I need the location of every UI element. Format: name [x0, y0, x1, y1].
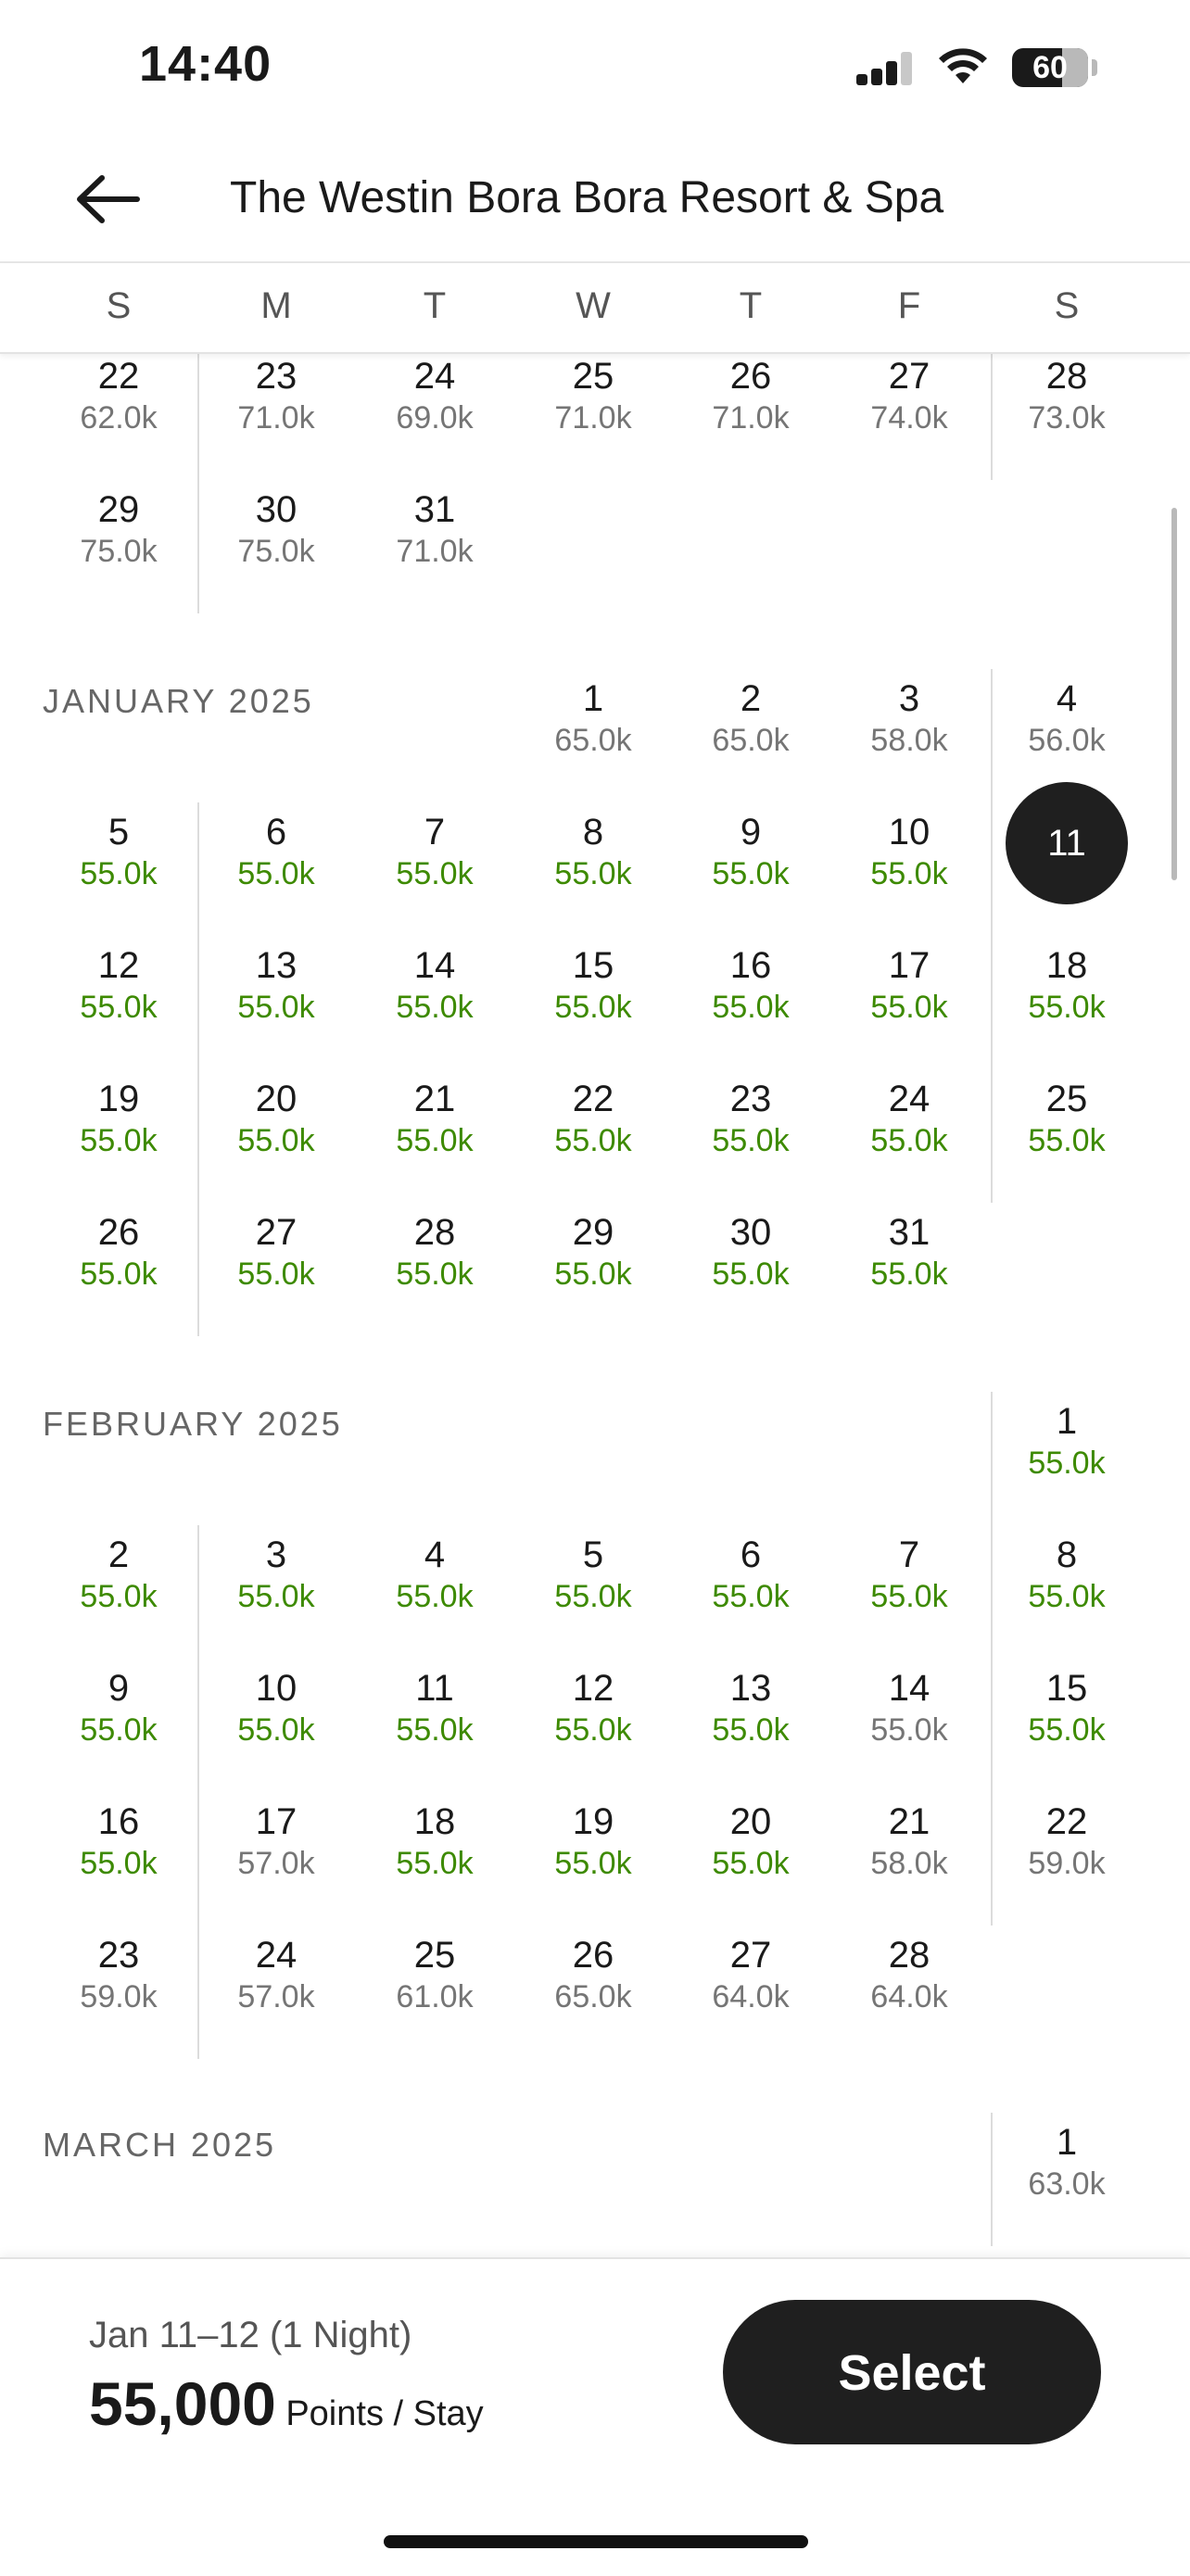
day-number: 3 [265, 1534, 287, 1575]
day-number: 4 [424, 1534, 446, 1575]
day-number: 21 [888, 1801, 930, 1842]
day-price: 55.0k [870, 1256, 948, 1292]
cellular-signal-icon [855, 48, 919, 91]
calendar-day[interactable] [681, 1533, 820, 1616]
day-price: 73.0k [1028, 400, 1106, 436]
week-divider [991, 1069, 993, 1203]
calendar-day[interactable] [681, 1666, 820, 1749]
calendar-day[interactable] [524, 676, 663, 760]
calendar-day[interactable] [207, 1210, 346, 1294]
week-divider [991, 669, 993, 802]
calendar-day[interactable] [365, 1533, 504, 1616]
day-price: 59.0k [80, 1979, 158, 2014]
calendar-day[interactable] [997, 1799, 1136, 1883]
selected-day[interactable]: 11 [1006, 782, 1128, 904]
day-price: 64.0k [870, 1979, 948, 2014]
calendar-day[interactable] [524, 943, 663, 1027]
day-price: 59.0k [1028, 1846, 1106, 1881]
day-price: 55.0k [554, 1123, 632, 1158]
calendar-day[interactable] [365, 487, 504, 571]
day-price: 55.0k [554, 1256, 632, 1292]
day-number: 15 [1045, 1668, 1088, 1709]
week-divider [991, 2113, 993, 2246]
calendar-day[interactable] [207, 1077, 346, 1160]
day-number: 17 [255, 1801, 298, 1842]
battery-icon [1012, 48, 1088, 87]
day-number: 9 [740, 812, 762, 852]
day-price: 55.0k [870, 1712, 948, 1748]
day-price: 57.0k [237, 1979, 315, 2014]
select-button[interactable]: Select [723, 2300, 1101, 2444]
day-number: 25 [413, 1935, 456, 1976]
calendar-day[interactable] [207, 943, 346, 1027]
day-number: 9 [108, 1668, 130, 1709]
day-price: 55.0k [1028, 1579, 1106, 1614]
day-price: 61.0k [396, 1979, 474, 2014]
day-price: 65.0k [554, 723, 632, 758]
week-divider [197, 480, 199, 613]
calendar-day[interactable] [365, 1210, 504, 1294]
calendar-scroll[interactable] [0, 354, 1190, 2259]
calendar-day[interactable] [840, 1666, 979, 1749]
calendar-day[interactable] [681, 810, 820, 893]
day-price: 55.0k [80, 1712, 158, 1748]
day-number: 11 [415, 1668, 454, 1709]
calendar-day[interactable] [997, 1077, 1136, 1160]
day-price: 71.0k [712, 400, 790, 436]
day-price: 55.0k [80, 856, 158, 891]
day-price: 55.0k [712, 990, 790, 1025]
day-number: 6 [740, 1534, 762, 1575]
day-number: 18 [1045, 945, 1088, 986]
page-title: The Westin Bora Bora Resort & Spa [230, 173, 944, 222]
day-price: 55.0k [396, 1256, 474, 1292]
calendar-day[interactable] [997, 354, 1136, 437]
calendar-day[interactable] [49, 1077, 188, 1160]
arrow-left-icon[interactable] [70, 167, 145, 232]
calendar-day[interactable] [840, 943, 979, 1027]
calendar-day[interactable] [997, 1533, 1136, 1616]
calendar-day[interactable] [207, 1933, 346, 2016]
day-number: 1 [582, 678, 604, 719]
day-number: 23 [97, 1935, 140, 1976]
day-price: 55.0k [237, 1712, 315, 1748]
day-price: 71.0k [554, 400, 632, 436]
calendar-day[interactable] [49, 1210, 188, 1294]
day-price: 55.0k [712, 1123, 790, 1158]
day-number: 13 [729, 1668, 772, 1709]
day-price: 55.0k [712, 856, 790, 891]
day-number: 21 [413, 1079, 456, 1119]
day-number: 14 [413, 945, 456, 986]
day-price: 55.0k [80, 1256, 158, 1292]
day-price: 75.0k [80, 534, 158, 569]
calendar-day[interactable] [49, 810, 188, 893]
day-number: 23 [255, 356, 298, 397]
points-unit: Points / Stay [285, 2394, 484, 2433]
wifi-icon [936, 46, 990, 89]
status-bar [0, 0, 1190, 139]
day-number: 25 [1045, 1079, 1088, 1119]
calendar-day[interactable] [207, 810, 346, 893]
day-number: 28 [888, 1935, 930, 1976]
day-number: 27 [255, 1212, 298, 1253]
calendar-day[interactable] [681, 943, 820, 1027]
calendar-day[interactable] [840, 1933, 979, 2016]
day-price: 55.0k [554, 856, 632, 891]
calendar-day[interactable] [840, 354, 979, 437]
day-price: 58.0k [870, 1846, 948, 1881]
day-price: 69.0k [396, 400, 474, 436]
home-indicator [384, 2535, 808, 2548]
week-divider [197, 354, 199, 480]
day-number: 31 [413, 489, 456, 530]
day-number: 20 [729, 1801, 772, 1842]
day-price: 55.0k [870, 856, 948, 891]
day-price: 55.0k [396, 1579, 474, 1614]
day-price: 57.0k [237, 1846, 315, 1881]
day-number: 7 [424, 812, 446, 852]
day-number: 31 [888, 1212, 930, 1253]
day-number: 12 [572, 1668, 614, 1709]
week-divider [197, 1203, 199, 1336]
day-number: 1 [1056, 1401, 1078, 1442]
calendar-day[interactable] [681, 676, 820, 760]
day-number: 28 [413, 1212, 456, 1253]
week-divider [991, 936, 993, 1069]
calendar-day[interactable] [207, 1799, 346, 1883]
day-price: 55.0k [396, 1712, 474, 1748]
calendar-day[interactable] [365, 1799, 504, 1883]
day-number: 8 [582, 812, 604, 852]
day-number: 3 [898, 678, 920, 719]
day-price: 71.0k [237, 400, 315, 436]
selected-dates: Jan 11–12 (1 Night) [89, 2315, 412, 2355]
calendar-day[interactable] [840, 810, 979, 893]
calendar-day[interactable] [524, 1210, 663, 1294]
day-price: 55.0k [396, 1846, 474, 1881]
week-divider [991, 354, 993, 480]
points-total [89, 2368, 484, 2439]
week-divider [991, 1525, 993, 1659]
day-number: 22 [572, 1079, 614, 1119]
day-price: 55.0k [80, 1846, 158, 1881]
month-label: MARCH 2025 [43, 2126, 277, 2164]
week-divider [991, 1792, 993, 1926]
day-price: 55.0k [237, 1256, 315, 1292]
day-price: 55.0k [554, 1846, 632, 1881]
week-divider [991, 1392, 993, 1525]
calendar-day[interactable] [49, 487, 188, 571]
status-time: 14:40 [139, 36, 272, 92]
day-price: 55.0k [80, 990, 158, 1025]
calendar-day[interactable] [681, 1077, 820, 1160]
day-number: 5 [582, 1534, 604, 1575]
calendar-day[interactable] [524, 1799, 663, 1883]
calendar-day[interactable] [365, 943, 504, 1027]
day-price: 55.0k [237, 856, 315, 891]
calendar-day[interactable] [524, 1933, 663, 2016]
day-number: 20 [255, 1079, 298, 1119]
day-price: 55.0k [870, 1123, 948, 1158]
weekday-label: S [1054, 285, 1080, 326]
calendar-day[interactable] [840, 1077, 979, 1160]
day-price: 55.0k [1028, 1446, 1106, 1481]
day-number: 8 [1056, 1534, 1078, 1575]
week-divider [197, 936, 199, 1069]
day-number: 12 [97, 945, 140, 986]
booking-summary-bar [0, 2257, 1190, 2576]
day-number: 15 [572, 945, 614, 986]
calendar-day[interactable] [524, 1666, 663, 1749]
day-number: 27 [888, 356, 930, 397]
day-number: 29 [572, 1212, 614, 1253]
day-price: 55.0k [80, 1123, 158, 1158]
weekday-label: T [739, 285, 763, 326]
week-divider [197, 802, 199, 936]
weekday-header [0, 263, 1190, 354]
day-number: 26 [729, 356, 772, 397]
calendar-day[interactable] [524, 810, 663, 893]
week-divider [197, 1926, 199, 2059]
calendar-day[interactable] [365, 810, 504, 893]
day-number: 18 [413, 1801, 456, 1842]
day-number: 22 [97, 356, 140, 397]
calendar-day[interactable] [49, 1533, 188, 1616]
calendar-day[interactable] [997, 1666, 1136, 1749]
day-price: 58.0k [870, 723, 948, 758]
day-price: 55.0k [554, 990, 632, 1025]
day-price: 55.0k [870, 1579, 948, 1614]
day-number: 17 [888, 945, 930, 986]
week-divider [991, 1659, 993, 1792]
day-price: 55.0k [396, 1123, 474, 1158]
day-price: 55.0k [1028, 1123, 1106, 1158]
battery-level: 60 [1032, 50, 1068, 85]
day-price: 63.0k [1028, 2166, 1106, 2202]
day-price: 55.0k [80, 1579, 158, 1614]
calendar-day[interactable] [49, 1799, 188, 1883]
day-number: 10 [255, 1668, 298, 1709]
day-price: 55.0k [712, 1579, 790, 1614]
day-number: 6 [265, 812, 287, 852]
calendar-day[interactable] [840, 1533, 979, 1616]
day-price: 55.0k [396, 990, 474, 1025]
calendar-day[interactable] [840, 1210, 979, 1294]
day-number: 16 [729, 945, 772, 986]
day-number: 30 [255, 489, 298, 530]
calendar-day[interactable] [997, 1399, 1136, 1483]
day-number: 2 [108, 1534, 130, 1575]
calendar-day[interactable] [207, 487, 346, 571]
day-number: 22 [1045, 1801, 1088, 1842]
calendar-day[interactable] [524, 1533, 663, 1616]
calendar-day[interactable] [49, 1666, 188, 1749]
day-number: 30 [729, 1212, 772, 1253]
calendar-day[interactable] [207, 354, 346, 437]
weekday-label: F [897, 285, 921, 326]
day-number: 14 [888, 1668, 930, 1709]
weekday-label: M [260, 285, 292, 326]
calendar-day[interactable] [49, 1933, 188, 2016]
day-number: 23 [729, 1079, 772, 1119]
calendar-day[interactable] [49, 354, 188, 437]
day-price: 55.0k [237, 1579, 315, 1614]
weekday-label: T [423, 285, 447, 326]
weekday-label: W [576, 285, 611, 326]
scrollbar[interactable] [1171, 508, 1177, 880]
nav-header [0, 139, 1190, 263]
day-number: 28 [1045, 356, 1088, 397]
day-number: 1 [1056, 2122, 1078, 2163]
month-label: FEBRUARY 2025 [43, 1405, 343, 1443]
day-number: 24 [255, 1935, 298, 1976]
calendar-day[interactable] [524, 1077, 663, 1160]
day-price: 55.0k [237, 990, 315, 1025]
week-divider [197, 1659, 199, 1792]
day-price: 65.0k [712, 723, 790, 758]
day-number: 16 [97, 1801, 140, 1842]
day-price: 62.0k [80, 400, 158, 436]
day-number: 7 [898, 1534, 920, 1575]
calendar-day[interactable] [49, 943, 188, 1027]
weekday-label: S [106, 285, 132, 326]
day-price: 55.0k [554, 1579, 632, 1614]
calendar-day[interactable] [365, 354, 504, 437]
day-number: 13 [255, 945, 298, 986]
calendar-day[interactable] [365, 1666, 504, 1749]
calendar-day[interactable] [681, 1933, 820, 2016]
calendar-day[interactable] [840, 676, 979, 760]
day-price: 55.0k [237, 1123, 315, 1158]
week-divider [197, 1792, 199, 1926]
day-price: 71.0k [396, 534, 474, 569]
day-number: 10 [888, 812, 930, 852]
day-price: 55.0k [712, 1846, 790, 1881]
day-price: 55.0k [1028, 1712, 1106, 1748]
week-divider [197, 1069, 199, 1203]
calendar-day[interactable] [997, 676, 1136, 760]
calendar-day[interactable] [365, 1933, 504, 2016]
day-price: 65.0k [554, 1979, 632, 2014]
day-price: 55.0k [870, 990, 948, 1025]
calendar-day[interactable] [681, 354, 820, 437]
day-number: 24 [888, 1079, 930, 1119]
day-number: 4 [1056, 678, 1078, 719]
calendar-day[interactable] [524, 354, 663, 437]
week-divider [197, 1525, 199, 1659]
day-price: 55.0k [712, 1256, 790, 1292]
calendar-day[interactable] [207, 1533, 346, 1616]
day-price: 64.0k [712, 1979, 790, 2014]
calendar-day[interactable] [997, 2120, 1136, 2203]
day-number: 29 [97, 489, 140, 530]
day-price: 56.0k [1028, 723, 1106, 758]
calendar-day[interactable] [840, 1799, 979, 1883]
month-label: JANUARY 2025 [43, 682, 314, 720]
day-number: 5 [108, 812, 130, 852]
day-price: 75.0k [237, 534, 315, 569]
day-price: 55.0k [712, 1712, 790, 1748]
calendar-day[interactable] [997, 943, 1136, 1027]
day-number: 25 [572, 356, 614, 397]
day-number: 26 [97, 1212, 140, 1253]
calendar-day[interactable] [207, 1666, 346, 1749]
day-price: 55.0k [554, 1712, 632, 1748]
day-price: 55.0k [396, 856, 474, 891]
calendar-day[interactable] [681, 1799, 820, 1883]
day-number: 19 [97, 1079, 140, 1119]
day-number: 2 [740, 678, 762, 719]
points-value: 55,000 [89, 2369, 276, 2438]
day-number: 27 [729, 1935, 772, 1976]
calendar-day[interactable] [365, 1077, 504, 1160]
day-price: 74.0k [870, 400, 948, 436]
calendar-day[interactable] [681, 1210, 820, 1294]
day-number: 24 [413, 356, 456, 397]
week-divider [991, 802, 993, 936]
day-number: 19 [572, 1801, 614, 1842]
battery-cap [1092, 59, 1097, 76]
day-number: 26 [572, 1935, 614, 1976]
day-price: 55.0k [1028, 990, 1106, 1025]
